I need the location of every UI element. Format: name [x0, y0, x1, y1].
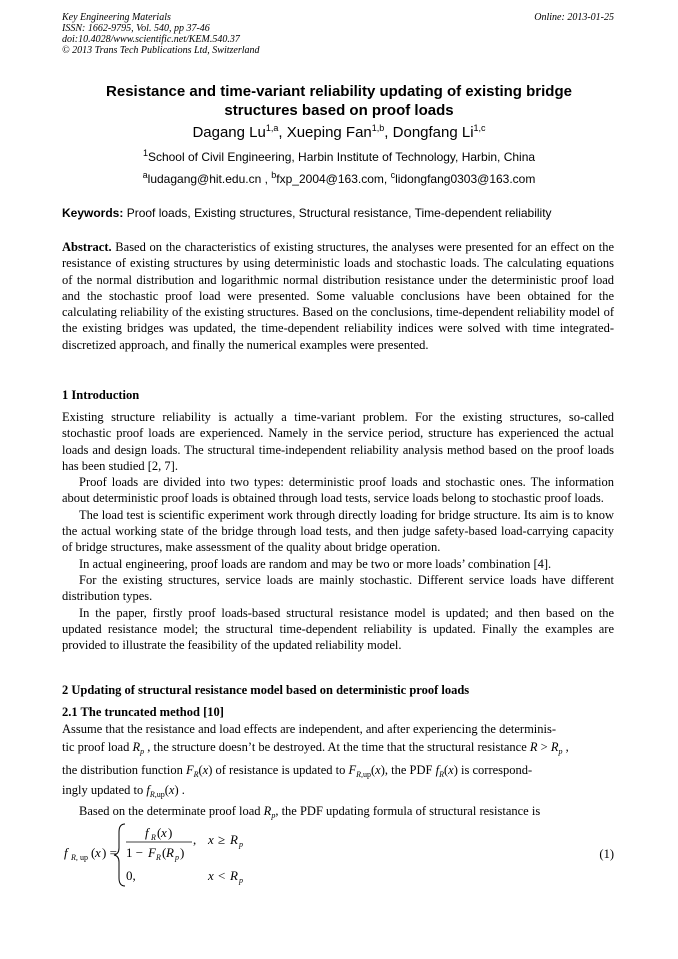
abstract: [62, 239, 614, 353]
copyright-line: © 2013 Trans Tech Publications Ltd, Switzerland: [62, 45, 260, 56]
equation-number: (1): [599, 847, 614, 861]
text-run: tic proof load: [62, 740, 133, 754]
svg-text:1 −: 1 −: [126, 845, 144, 860]
doi-line[interactable]: doi:10.4028/www.scientific.net/KEM.540.37: [62, 34, 240, 45]
email-sup: b: [271, 170, 277, 180]
author-emails: [60, 172, 618, 186]
subsection-heading-2-1: 2.1 The truncated method [10]: [62, 705, 224, 719]
journal-header: [62, 12, 260, 56]
svg-text:(: (: [91, 845, 96, 860]
paragraph: Existing structure reliability is actually a time-variant problem. For the existing structures, so-called stochastic proof loads are experienced. Namely in the service period, structure has experienced the actual loads and design loads. The structural time-independent reliability analysis method based on the proof loads has been studied [2, 7].: [62, 410, 614, 473]
svg-text:R: R: [230, 868, 238, 883]
paragraph: Proof loads are divided into two types: deterministic proof loads and stochastic ones. The information about deterministic proof loads is obtained through load tests, service loads belong to stochastic proof loads.: [62, 475, 614, 506]
text-line: Assume that the resistance and load effects are independent, and after experiencing the determinis-: [62, 722, 557, 736]
svg-text:x: x: [161, 825, 167, 840]
author-name: Dongfang Li: [392, 124, 474, 141]
svg-text:F: F: [148, 845, 156, 860]
author-sup: 1,a: [265, 123, 279, 133]
svg-text:0,: 0,: [126, 868, 136, 883]
section-heading-2: 2 Updating of structural resistance model based on deterministic proof loads: [62, 683, 470, 697]
affiliation-sup: 1: [142, 148, 148, 158]
journal-name: Key Engineering Materials: [62, 12, 171, 23]
svg-text:R: R: [166, 845, 174, 860]
text-run: is correspond-: [457, 763, 533, 777]
title-line-1: Resistance and time-variant reliability updating of existing bridge: [106, 83, 572, 100]
svg-text:R,: R,: [71, 853, 78, 862]
text-run: Based on the determinate proof load: [79, 804, 264, 818]
svg-text:(: (: [157, 825, 162, 840]
email-link[interactable]: fxp_2004@163.com,: [276, 172, 391, 186]
authors: Dagang Lu$^{1,a}$, Xueping Fan$^{1,b}$, Dongfang Li$^{1,c}$: [192, 123, 486, 141]
text-line: Based on the determinate proof load $R_p$, the PDF updating formula of structural resistance is: [79, 804, 541, 820]
svg-text:): ): [168, 825, 173, 840]
text-run: , the PDF updating formula of structural resistance is: [275, 804, 541, 818]
svg-text:) =: ) =: [102, 845, 117, 860]
email-link[interactable]: ludagang@hit.edu.cn ,: [147, 172, 268, 186]
email-sup: a: [142, 170, 148, 180]
text-line: tic proof load $R_p$ , the structure doesn’t be destroyed. At the time that the structural resistance $R > R_p$ ,: [62, 740, 569, 756]
affiliation: [60, 150, 618, 164]
paragraph: The load test is scientific experiment work through directly loading for bridge structure. Its aim is to know the actual working state of the bridge through load tests, and then judge safety-based load-carrying capacity of bridge structures, make assessment of the quality about bridge operation.: [62, 507, 614, 555]
svg-text:≥: ≥: [218, 832, 226, 847]
author-sup: 1,c: [473, 123, 486, 133]
svg-text:R: R: [230, 832, 238, 847]
paragraph: In actual engineering, proof loads are random and may be two or more loads’ combination [4].: [79, 556, 552, 571]
email-link[interactable]: lidongfang0303@163.com: [395, 172, 536, 186]
svg-text:,: ,: [193, 832, 197, 847]
paper-title: [60, 82, 618, 120]
keywords: [62, 206, 552, 220]
abstract-label: Abstract.: [62, 240, 112, 254]
abstract-text: Based on the characteristics of existing structures, the analyses were presented for an effect on the resistance of existing structures by using deterministic loads and stochastic loads. The calculating equations of the normal distribution and logarithmic normal distribution resistance under the deterministic proof load and the stochastic proof load were presented. Some valuable conclusions have been obtained for the calculating reliability of the existing structures. Based on the conclusions, time-dependent reliability model of the existing bridges was updated, the time-dependent reliability indices were solved with time integrated-discretized approach, and finally the numerical examples were presented.: [62, 240, 614, 352]
text-line: ingly updated to $f_{R,up}(x)$ .: [62, 783, 185, 799]
svg-text:(: (: [162, 845, 167, 860]
svg-text:p: p: [239, 876, 243, 885]
text-run: of resistance is updated to: [212, 763, 349, 777]
keywords-text: Proof loads, Existing structures, Structural resistance, Time-dependent reliability: [123, 206, 552, 220]
author-name: Dagang Lu: [192, 124, 266, 141]
text-run: ingly updated to: [62, 783, 147, 797]
paragraph: For the existing structures, service loads are mainly stochastic. Different service loads have different distribution types.: [62, 572, 614, 604]
svg-text:x: x: [208, 868, 214, 883]
svg-text:x: x: [95, 845, 101, 860]
author-name: Xueping Fan: [286, 124, 372, 141]
issn-line: ISSN: 1662-9795, Vol. 540, pp 37-46: [62, 23, 210, 34]
paragraph: In the paper, firstly proof loads-based structural resistance model is updated; and then based on the updated resistance model; the structural time-dependent reliability is updated. Finally the examples are provided to illustrate the feasibility of the updated reliability model.: [62, 605, 614, 653]
author-sup: 1,b: [371, 123, 385, 133]
svg-text:f: f: [145, 825, 149, 840]
svg-text:R: R: [156, 853, 161, 862]
introduction-body: [62, 409, 614, 653]
title-line-2: structures based on proof loads: [224, 102, 454, 119]
svg-text:up: up: [80, 853, 88, 862]
online-date: Online: 2013-01-25: [534, 12, 614, 23]
text-line: the distribution function $F_R(x)$ of resistance is updated to $F_{R,up}(x)$, the PDF $f_R(x)$ is correspond-: [62, 763, 533, 779]
svg-text:f: f: [64, 845, 68, 860]
text-run: the distribution function: [62, 763, 186, 777]
text-run: , the PDF: [384, 763, 436, 777]
equation-1: [62, 820, 622, 890]
svg-text:p: p: [175, 853, 179, 862]
email-sup: c: [390, 170, 396, 180]
section-heading-intro: 1 Introduction: [62, 388, 140, 402]
svg-text:p: p: [239, 840, 243, 849]
svg-text:R: R: [151, 833, 156, 842]
svg-text:): ): [180, 845, 185, 860]
keywords-label: Keywords:: [62, 206, 124, 220]
text-run: , the structure doesn’t be destroyed. At the time that the structural resistance: [144, 740, 530, 754]
svg-text:<: <: [218, 868, 226, 883]
affiliation-text: School of Civil Engineering, Harbin Institute of Technology, Harbin, China: [147, 150, 536, 164]
svg-text:x: x: [208, 832, 214, 847]
